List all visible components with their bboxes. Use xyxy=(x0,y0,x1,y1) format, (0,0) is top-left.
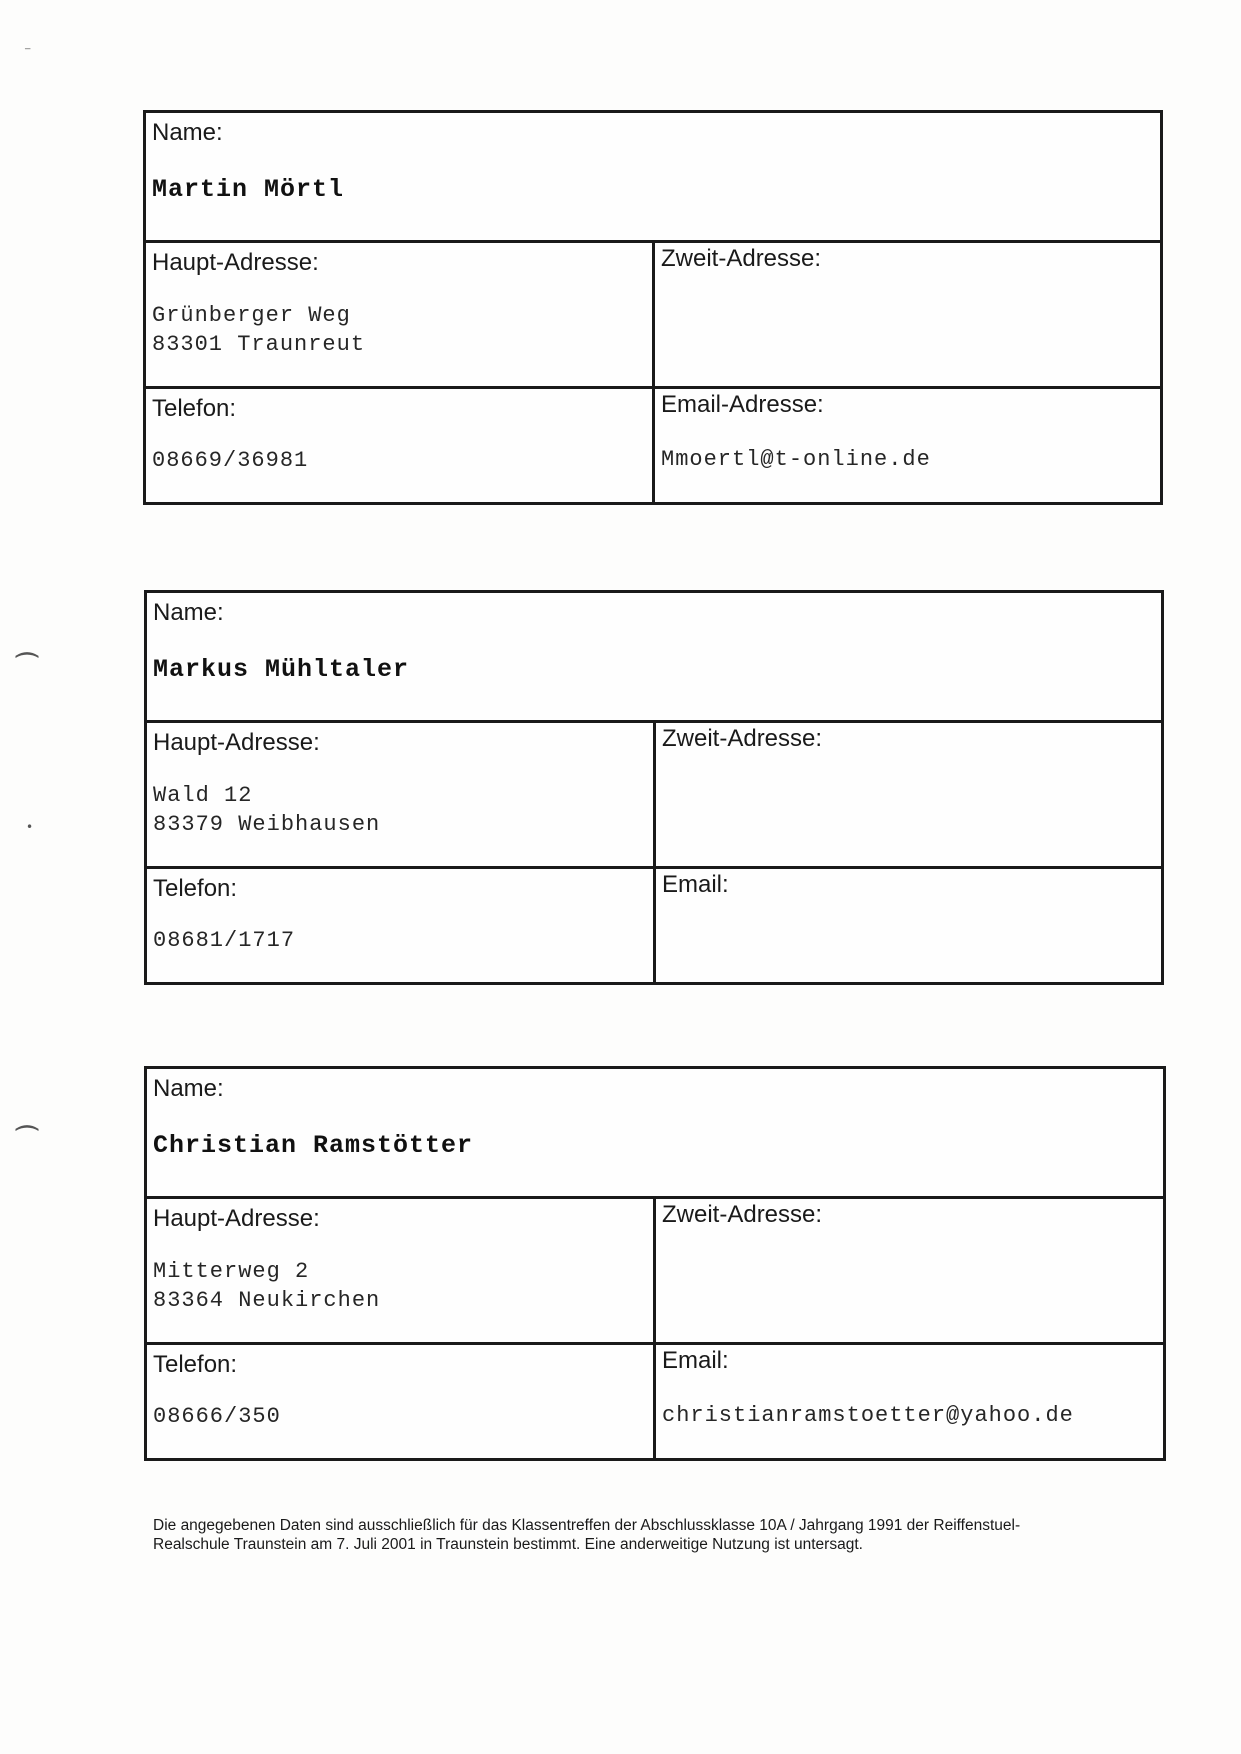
address-city: 83379 Weibhausen xyxy=(153,812,381,837)
name-label: Name: xyxy=(152,119,223,146)
contact-card-3 xyxy=(144,1066,1166,1461)
main-address-cell xyxy=(147,723,656,869)
main-address-cell xyxy=(146,243,655,389)
disclaimer-footer xyxy=(153,1516,1103,1554)
name-label: Name: xyxy=(153,599,224,626)
email-label: Email: xyxy=(662,1347,729,1374)
email-address: Mmoertl@t-online.de xyxy=(661,447,931,472)
person-name: Markus Mühltaler xyxy=(153,655,410,684)
address-city: 83301 Traunreut xyxy=(152,332,366,357)
address-city: 83364 Neukirchen xyxy=(153,1288,381,1313)
second-address-label: Zweit-Adresse: xyxy=(662,1201,823,1228)
email-label: Email-Adresse: xyxy=(661,391,824,418)
person-name: Christian Ramstötter xyxy=(153,1131,474,1160)
scan-mark: • xyxy=(26,820,34,834)
main-address-label: Haupt-Adresse: xyxy=(152,249,319,276)
address-street: Wald 12 xyxy=(153,783,253,808)
phone-label: Telefon: xyxy=(152,395,237,422)
email-cell xyxy=(656,869,1161,982)
main-address-label: Haupt-Adresse: xyxy=(153,729,320,756)
phone-number: 08681/1717 xyxy=(153,928,296,953)
phone-cell xyxy=(147,1345,656,1458)
second-address-label: Zweit-Adresse: xyxy=(661,245,822,272)
main-address-label: Haupt-Adresse: xyxy=(153,1205,320,1232)
scan-mark: ⁻ xyxy=(24,44,32,60)
phone-cell xyxy=(146,389,655,502)
second-address-cell xyxy=(655,243,1160,389)
name-cell xyxy=(146,113,1160,243)
punch-hole-mark: ( xyxy=(12,649,43,661)
name-cell xyxy=(147,1069,1163,1199)
main-address-cell xyxy=(147,1199,656,1345)
phone-label: Telefon: xyxy=(153,1351,238,1378)
email-cell xyxy=(656,1345,1163,1458)
disclaimer-line-2: Realschule Traunstein am 7. Juli 2001 in Traunstein bestimmt. Eine anderweitige Nutzung ist untersagt. xyxy=(153,1536,863,1553)
email-cell xyxy=(655,389,1160,502)
name-cell xyxy=(147,593,1161,723)
email-address: christianramstoetter@yahoo.de xyxy=(662,1403,1074,1428)
disclaimer-line-1: Die angegebenen Daten sind ausschließlich für das Klassentreffen der Abschlussklasse 10A / Jahrgang 1991 der Reiffenstuel- xyxy=(153,1517,1021,1534)
second-address-cell xyxy=(656,723,1161,869)
contact-card-2 xyxy=(144,590,1164,985)
second-address-cell xyxy=(656,1199,1163,1345)
contact-card-1 xyxy=(143,110,1163,505)
phone-label: Telefon: xyxy=(153,875,238,902)
person-name: Martin Mörtl xyxy=(152,175,345,204)
address-street: Mitterweg 2 xyxy=(153,1259,310,1284)
punch-hole-mark: ( xyxy=(12,1122,43,1134)
phone-cell xyxy=(147,869,656,982)
phone-number: 08666/350 xyxy=(153,1404,281,1429)
name-label: Name: xyxy=(153,1075,224,1102)
address-street: Grünberger Weg xyxy=(152,303,351,328)
second-address-label: Zweit-Adresse: xyxy=(662,725,823,752)
email-label: Email: xyxy=(662,871,729,898)
phone-number: 08669/36981 xyxy=(152,448,309,473)
